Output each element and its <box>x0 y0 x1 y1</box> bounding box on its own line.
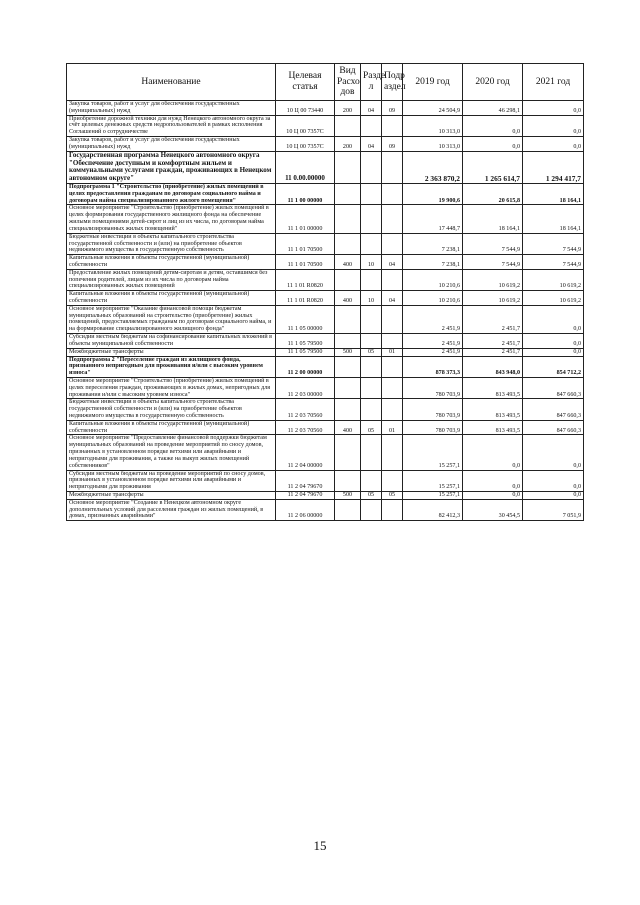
row-target-article: 11 1 01 70500 <box>276 233 335 254</box>
row-value-2019: 19 900,6 <box>403 184 463 205</box>
row-name: Основное мероприятие "Строительство (приобретение) жилых помещений в целях формирования государственного жилищного фонда на обеспечение жилыми помещениями детей-сирот и лиц из их числа, по договорам найма специализированных жилых помещений" <box>67 205 276 233</box>
row-value-2019: 878 373,3 <box>403 356 463 377</box>
row-value-2019: 7 238,1 <box>403 233 463 254</box>
table-row <box>67 205 584 233</box>
row-section: 04 <box>361 101 382 116</box>
row-value-2020: 46 298,1 <box>463 101 523 116</box>
table-row <box>67 255 584 270</box>
row-subsection: 09 <box>382 137 403 152</box>
page-number: 15 <box>313 838 327 853</box>
row-section <box>361 356 382 377</box>
row-name: Закупка товаров, работ и услуг для обеспечения государственных (муниципальных) нужд <box>67 101 276 116</box>
row-value-2021: 0,0 <box>523 470 584 491</box>
row-expense-type <box>335 205 361 233</box>
budget-document <box>66 63 583 521</box>
row-value-2020: 7 544,9 <box>463 255 523 270</box>
row-subsection <box>382 184 403 205</box>
row-value-2021: 10 619,2 <box>523 291 584 306</box>
table-row <box>67 499 584 520</box>
row-target-article: 11 2 03 70560 <box>276 399 335 420</box>
row-target-article: 10 Ц 00 73440 <box>276 101 335 116</box>
row-subsection <box>382 399 403 420</box>
row-value-2019: 10 210,6 <box>403 269 463 290</box>
row-name: Основное мероприятие "Оказание финансовой помощи бюджетам муниципальных образований на строительство (приобретение) жилых помещений, предоставляемых гражданам по договорам социального найма, и на формирование специализированного жилищного фонда" <box>67 305 276 333</box>
row-value-2021: 847 660,3 <box>523 377 584 398</box>
row-subsection: 05 <box>382 491 403 499</box>
row-name: Основное мероприятие "Строительство (приобретение) жилых помещений в целях переселения граждан, проживающих в жилых домах, непригодных для проживания и/или с высоким уровнем износа" <box>67 377 276 398</box>
row-subsection <box>382 377 403 398</box>
row-value-2019: 15 257,1 <box>403 491 463 499</box>
row-subsection: 04 <box>382 255 403 270</box>
table-row <box>67 269 584 290</box>
row-subsection <box>382 470 403 491</box>
row-target-article: 10 Ц 00 7357С <box>276 137 335 152</box>
row-expense-type: 400 <box>335 255 361 270</box>
row-value-2020: 20 615,8 <box>463 184 523 205</box>
row-section: 05 <box>361 420 382 435</box>
row-subsection: 01 <box>382 420 403 435</box>
header-2021: 2021 год <box>523 64 584 101</box>
row-expense-type <box>335 151 361 183</box>
table-row <box>67 233 584 254</box>
table-body <box>67 101 584 521</box>
row-name: Капитальные вложения в объекты государственной (муниципальной) собственности <box>67 420 276 435</box>
table-row <box>67 334 584 349</box>
row-subsection <box>382 269 403 290</box>
budget-table <box>66 63 584 521</box>
row-name: Капитальные вложения в объекты государственной (муниципальной) собственности <box>67 291 276 306</box>
table-row <box>67 151 584 183</box>
row-subsection <box>382 334 403 349</box>
row-expense-type: 500 <box>335 348 361 356</box>
table-row <box>67 377 584 398</box>
header-name: Наименование <box>67 64 276 101</box>
row-target-article: 11 2 04 79670 <box>276 491 335 499</box>
row-value-2021: 7 544,9 <box>523 233 584 254</box>
row-subsection: 01 <box>382 348 403 356</box>
row-name: Подпрограмма 1 "Строительство (приобретение) жилых помещений в целях предоставления гражданам по договорам социального найма и договорам найма специализированного жилого помещения" <box>67 184 276 205</box>
row-name: Бюджетные инвестиции в объекты капитального строительства государственной собственности и (или) на приобретение объектов недвижимого имущества в государственную собственность <box>67 233 276 254</box>
row-value-2020: 18 164,1 <box>463 205 523 233</box>
row-value-2021: 0,0 <box>523 305 584 333</box>
row-name: Субсидии местным бюджетам на проведение мероприятий по сносу домов, признанных в установленном порядке ветхими или аварийными и непригодными для проживания <box>67 470 276 491</box>
row-value-2020: 2 451,7 <box>463 348 523 356</box>
row-value-2020: 813 493,5 <box>463 377 523 398</box>
row-value-2021: 10 619,2 <box>523 269 584 290</box>
row-value-2020: 10 619,2 <box>463 291 523 306</box>
row-target-article: 11 1 01 R0820 <box>276 269 335 290</box>
row-value-2019: 15 257,1 <box>403 470 463 491</box>
row-value-2020: 0,0 <box>463 137 523 152</box>
row-target-article: 11 2 03 70560 <box>276 420 335 435</box>
header-section: Разде л <box>361 64 382 101</box>
row-section <box>361 205 382 233</box>
table-row <box>67 184 584 205</box>
row-subsection <box>382 115 403 136</box>
table-row <box>67 491 584 499</box>
header-2019: 2019 год <box>403 64 463 101</box>
row-name: Бюджетные инвестиции в объекты капитального строительства государственной собственности и (или) на приобретение объектов недвижимого имущества в государственную собственность <box>67 399 276 420</box>
row-section <box>361 377 382 398</box>
table-header-row <box>67 64 584 101</box>
row-value-2020: 0,0 <box>463 470 523 491</box>
row-value-2020: 813 493,5 <box>463 420 523 435</box>
row-name: Закупка товаров, работ и услуг для обеспечения государственных (муниципальных) нужд <box>67 137 276 152</box>
table-row <box>67 115 584 136</box>
row-section <box>361 435 382 470</box>
row-value-2021: 18 164,1 <box>523 184 584 205</box>
row-section <box>361 151 382 183</box>
row-value-2020: 0,0 <box>463 115 523 136</box>
table-row <box>67 356 584 377</box>
table-row <box>67 137 584 152</box>
row-target-article: 11 1 01 00000 <box>276 205 335 233</box>
row-target-article: 11 2 04 79670 <box>276 470 335 491</box>
row-expense-type <box>335 435 361 470</box>
row-subsection: 04 <box>382 291 403 306</box>
table-row <box>67 470 584 491</box>
row-value-2020: 10 619,2 <box>463 269 523 290</box>
row-section <box>361 399 382 420</box>
row-section <box>361 470 382 491</box>
row-value-2021: 0,0 <box>523 435 584 470</box>
row-expense-type <box>335 377 361 398</box>
row-value-2021: 0,0 <box>523 115 584 136</box>
row-expense-type <box>335 356 361 377</box>
table-row <box>67 291 584 306</box>
row-section: 10 <box>361 255 382 270</box>
row-subsection <box>382 151 403 183</box>
row-value-2021: 7 544,9 <box>523 255 584 270</box>
row-expense-type <box>335 499 361 520</box>
row-subsection <box>382 499 403 520</box>
row-expense-type <box>335 184 361 205</box>
row-value-2020: 0,0 <box>463 491 523 499</box>
row-expense-type <box>335 233 361 254</box>
row-target-article: 11 1 00 00000 <box>276 184 335 205</box>
row-expense-type <box>335 334 361 349</box>
table-row <box>67 399 584 420</box>
row-target-article: 11 2 06 00000 <box>276 499 335 520</box>
row-value-2019: 17 448,7 <box>403 205 463 233</box>
row-value-2019: 780 703,9 <box>403 420 463 435</box>
row-expense-type <box>335 269 361 290</box>
row-section <box>361 499 382 520</box>
row-value-2019: 2 363 870,2 <box>403 151 463 183</box>
row-value-2020: 843 948,0 <box>463 356 523 377</box>
row-section: 05 <box>361 491 382 499</box>
row-value-2021: 0,0 <box>523 348 584 356</box>
row-value-2019: 82 412,3 <box>403 499 463 520</box>
row-expense-type <box>335 470 361 491</box>
row-subsection <box>382 205 403 233</box>
header-2020: 2020 год <box>463 64 523 101</box>
row-subsection <box>382 305 403 333</box>
table-row <box>67 435 584 470</box>
row-target-article: 11 1 01 R0820 <box>276 291 335 306</box>
row-expense-type: 400 <box>335 291 361 306</box>
row-target-article: 11 0.00.00000 <box>276 151 335 183</box>
row-target-article: 11 1 05 79500 <box>276 348 335 356</box>
row-value-2020: 0,0 <box>463 435 523 470</box>
row-section <box>361 305 382 333</box>
row-target-article: 11 2 03 00000 <box>276 377 335 398</box>
row-value-2019: 15 257,1 <box>403 435 463 470</box>
row-subsection <box>382 233 403 254</box>
row-name: Субсидии местным бюджетам на софинансирование капитальных вложений в объекты муниципальной собственности <box>67 334 276 349</box>
row-name: Капитальные вложения в объекты государственной (муниципальной) собственности <box>67 255 276 270</box>
row-section <box>361 184 382 205</box>
row-value-2019: 10 313,0 <box>403 115 463 136</box>
row-name: Подпрограмма 2 "Переселение граждан из жилищного фонда, признанного непригодным для проживания и/или с высоким уровнем износа" <box>67 356 276 377</box>
row-name: Предоставление жилых помещений детям-сиротам и детям, оставшимся без попечения родителей, лицам из их числа по договорам найма специализированных жилых помещений <box>67 269 276 290</box>
header-subsection: Подр аздел <box>382 64 403 101</box>
row-value-2021: 0,0 <box>523 334 584 349</box>
row-section: 04 <box>361 137 382 152</box>
row-value-2021: 7 051,9 <box>523 499 584 520</box>
row-value-2020: 7 544,9 <box>463 233 523 254</box>
row-value-2019: 10 313,0 <box>403 137 463 152</box>
row-subsection: 09 <box>382 101 403 116</box>
row-value-2019: 2 451,9 <box>403 334 463 349</box>
row-name: Приобретение дорожной техники для нужд Ненецкого автономного округа за счёт целевых денежных средств недропользователей в рамках исполнения Соглашений о сотрудничестве <box>67 115 276 136</box>
row-section <box>361 233 382 254</box>
row-target-article: 11 1 05 79500 <box>276 334 335 349</box>
row-expense-type <box>335 305 361 333</box>
row-section: 10 <box>361 291 382 306</box>
table-row <box>67 348 584 356</box>
row-value-2021: 0,0 <box>523 491 584 499</box>
row-value-2020: 2 451,7 <box>463 334 523 349</box>
row-value-2019: 24 504,9 <box>403 101 463 116</box>
row-value-2021: 18 164,1 <box>523 205 584 233</box>
row-target-article: 11 2 00 00000 <box>276 356 335 377</box>
row-value-2019: 780 703,9 <box>403 377 463 398</box>
row-value-2020: 813 493,5 <box>463 399 523 420</box>
table-row <box>67 101 584 116</box>
row-target-article: 11 2 04 00000 <box>276 435 335 470</box>
table-row <box>67 305 584 333</box>
row-name: Межбюджетные трансферты <box>67 491 276 499</box>
row-expense-type: 200 <box>335 101 361 116</box>
row-expense-type <box>335 115 361 136</box>
row-subsection <box>382 435 403 470</box>
row-section <box>361 115 382 136</box>
row-value-2021: 854 712,2 <box>523 356 584 377</box>
row-expense-type: 500 <box>335 491 361 499</box>
row-value-2019: 10 210,6 <box>403 291 463 306</box>
row-name: Основное мероприятие "Предоставление финансовой поддержки бюджетам муниципальных образований на проведение мероприятий по сносу домов, признанных в установленном порядке ветхими или аварийными и непригодными для проживания, а также на выкуп жилых помещений собственников" <box>67 435 276 470</box>
row-target-article: 11 1 01 70500 <box>276 255 335 270</box>
row-section <box>361 269 382 290</box>
row-value-2021: 847 660,3 <box>523 420 584 435</box>
row-value-2019: 2 451,9 <box>403 305 463 333</box>
row-value-2019: 7 238,1 <box>403 255 463 270</box>
row-value-2019: 2 451,9 <box>403 348 463 356</box>
row-value-2020: 30 454,5 <box>463 499 523 520</box>
row-value-2019: 780 703,9 <box>403 399 463 420</box>
row-expense-type: 200 <box>335 137 361 152</box>
row-value-2021: 847 660,3 <box>523 399 584 420</box>
row-target-article: 10 Ц 00 7357С <box>276 115 335 136</box>
header-expense-type: Вид Расхо дов <box>335 64 361 101</box>
row-value-2020: 2 451,7 <box>463 305 523 333</box>
row-section <box>361 334 382 349</box>
row-value-2020: 1 265 614,7 <box>463 151 523 183</box>
row-section: 05 <box>361 348 382 356</box>
row-name: Межбюджетные трансферты <box>67 348 276 356</box>
row-expense-type: 400 <box>335 420 361 435</box>
row-subsection <box>382 356 403 377</box>
table-row <box>67 420 584 435</box>
header-target-article: Целевая статья <box>276 64 335 101</box>
row-expense-type <box>335 399 361 420</box>
row-target-article: 11 1 05 00000 <box>276 305 335 333</box>
row-value-2021: 0,0 <box>523 101 584 116</box>
row-value-2021: 1 294 417,7 <box>523 151 584 183</box>
row-value-2021: 0,0 <box>523 137 584 152</box>
row-name: Государственная программа Ненецкого автономного округа "Обеспечение доступным и комфортным жильем и коммунальными услугами граждан, проживающих в Ненецком автономном округе" <box>67 151 276 183</box>
row-name: Основное мероприятие "Создание в Ненецком автономном округе дополнительных условий для расселения граждан из жилых помещений, в домах, признанных аварийными" <box>67 499 276 520</box>
